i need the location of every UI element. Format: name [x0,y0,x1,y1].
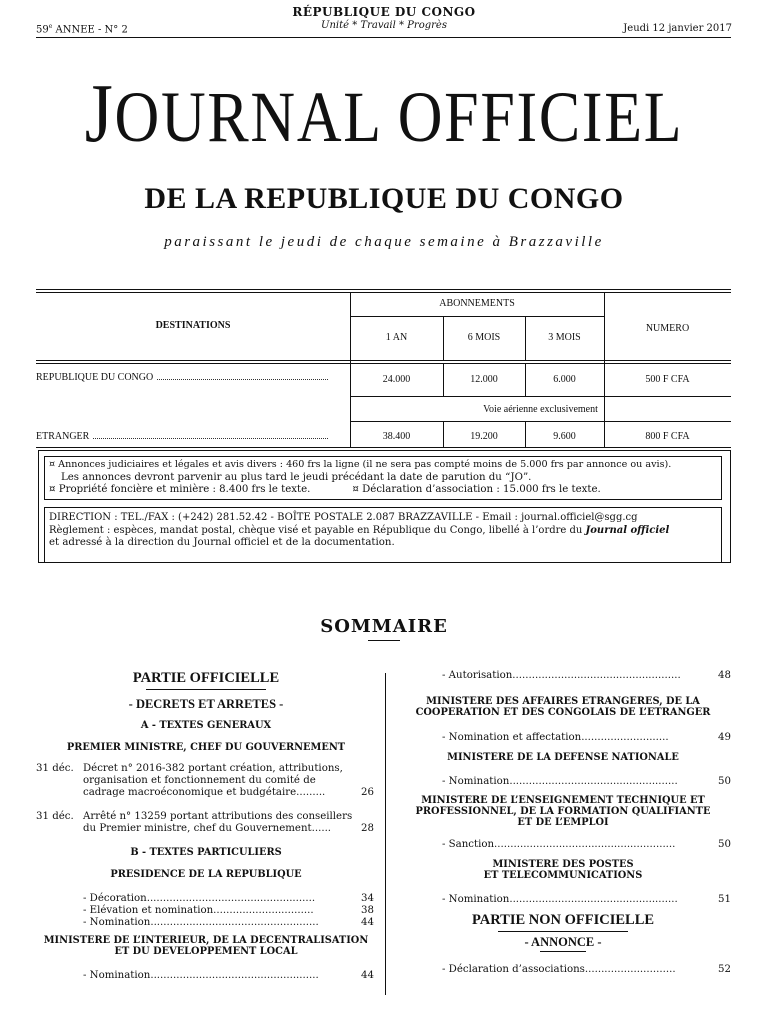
list-item: - Nomination.................................................... 44 [83,970,374,981]
list-item: - Nomination.................................................... 51 [442,894,731,905]
row-etranger-label: ETRANGER [36,431,332,442]
journal-tagline: paraissant le jeudi de chaque semaine à Brazzaville [164,234,604,250]
announcement-notice: ¤ Annonces judiciaires et légales et avis divers : 460 frs la ligne (il ne sera pas compté moins de 5.000 frs par annonce ou avis). Les annonces devront parvenir au plus tard le jeudi précédant la date de parution du “JO”. ¤ Propriété foncière et minière : 8.400 frs le texte. ¤ Déclaration d’association : 15.000 frs le texte. [44,456,722,500]
list-item: - Nomination.................................................... 50 [442,776,731,787]
sommaire-right-column [395,670,731,978]
row-etranger-1an: 38.400 [382,431,411,442]
defense-heading: MINISTERE DE LA DEFENSE NATIONALE [447,752,679,763]
annonce-heading: - ANNONCE - [524,935,602,949]
interieur-heading: MINISTERE DE L’INTERIEUR, DE LA DECENTRALISATION ET DU DEVELOPPEMENT LOCAL [43,935,369,957]
row-congo-3mois: 6.000 [553,374,576,385]
direction-notice: DIRECTION : TEL./FAX : (+242) 281.52.42 - BOÎTE POSTALE 2.087 BRAZZAVILLE - Email : journal.officiel@sgg.cg Règlement : espèces, mandat postal, chèque visé et payable en République du Congo, libellé à l’ordre du Journal officiel et adressé à la direction du Journal officiel et de la documentation. [44,507,722,563]
col-3mois: 3 MOIS [548,332,581,343]
list-item: - Sanction........................................................ 50 [442,839,731,850]
enseignement-heading: MINISTERE DE L’ENSEIGNEMENT TECHNIQUE ET PROFESSIONNEL, DE LA FORMATION QUALIFIANTE ET DE L’EMPLOI [415,795,711,828]
sommaire-underline [368,640,400,641]
row-congo-numero: 500 F CFA [645,374,690,385]
list-item: - Autorisation.................................................... 48 [442,670,731,681]
republic-name: RÉPUBLIQUE DU CONGO [292,5,476,19]
partie-non-officielle-heading: PARTIE NON OFFICIELLE [471,912,655,928]
destinations-header: DESTINATIONS [155,320,231,331]
abonnements-header: ABONNEMENTS [439,298,515,309]
list-item: - Déclaration d’associations............................ 52 [442,964,731,975]
affaires-etrangeres-heading: MINISTERE DES AFFAIRES ETRANGERES, DE LA COOPERATION ET DES CONGOLAIS DE L’ETRANGER [415,696,711,718]
row-etranger-6mois: 19.200 [470,431,498,442]
journal-title: JOURNAL OFFICIEL [84,67,684,160]
textes-particuliers-heading: B - TEXTES PARTICULIERS [130,847,282,858]
presidence-entries: - Décoration.................................................... 34 - Elévation et nomination............................... 38 - Nomination.................................................... 44 [83,893,374,928]
journal-subtitle: DE LA REPUBLIQUE DU CONGO [144,182,624,215]
list-item: 31 déc. Arrêté n° 13259 portant attributions des conseillers du Premier ministre, chef du Gouvernement...... 28 [36,811,374,834]
col-6mois: 6 MOIS [467,332,501,343]
sommaire-left-column [36,670,376,984]
list-item: - Nomination et affectation........................... 49 [442,732,731,743]
decrets-heading: - DECRETS ET ARRETES - [128,697,284,711]
row-congo-1an: 24.000 [382,374,411,385]
col-numero: NUMERO [645,323,690,334]
sommaire-title: SOMMAIRE [320,616,448,637]
row-congo-6mois: 12.000 [470,374,498,385]
partie-officielle-heading: PARTIE OFFICIELLE [132,670,280,686]
row-etranger-3mois: 9.600 [553,431,576,442]
col-1an: 1 AN [385,332,408,343]
voie-aerienne: Voie aérienne exclusivement [483,404,598,415]
national-motto: Unité * Travail * Progrès [321,20,447,31]
issue-date: Jeudi 12 janvier 2017 [623,23,732,34]
column-divider [385,673,386,995]
textes-generaux-heading: A - TEXTES GENERAUX [140,720,272,731]
row-etranger-numero: 800 F CFA [645,431,690,442]
row-congo-label: REPUBLIQUE DU CONGO [36,372,332,383]
list-item: 31 déc. Décret n° 2016-382 portant création, attributions, organisation et fonctionnement du comité de cadrage macroéconomique et budgétaire......... 26 [36,763,374,798]
issue-number: 59e ANNEE - N° 2 [36,23,128,36]
postes-heading: MINISTERE DES POSTES ET TELECOMMUNICATIONS [483,859,643,881]
presidence-heading: PRESIDENCE DE LA REPUBLIQUE [110,869,302,880]
premier-ministre-heading: PREMIER MINISTRE, CHEF DU GOUVERNEMENT [66,742,346,753]
header-rule [36,37,731,38]
